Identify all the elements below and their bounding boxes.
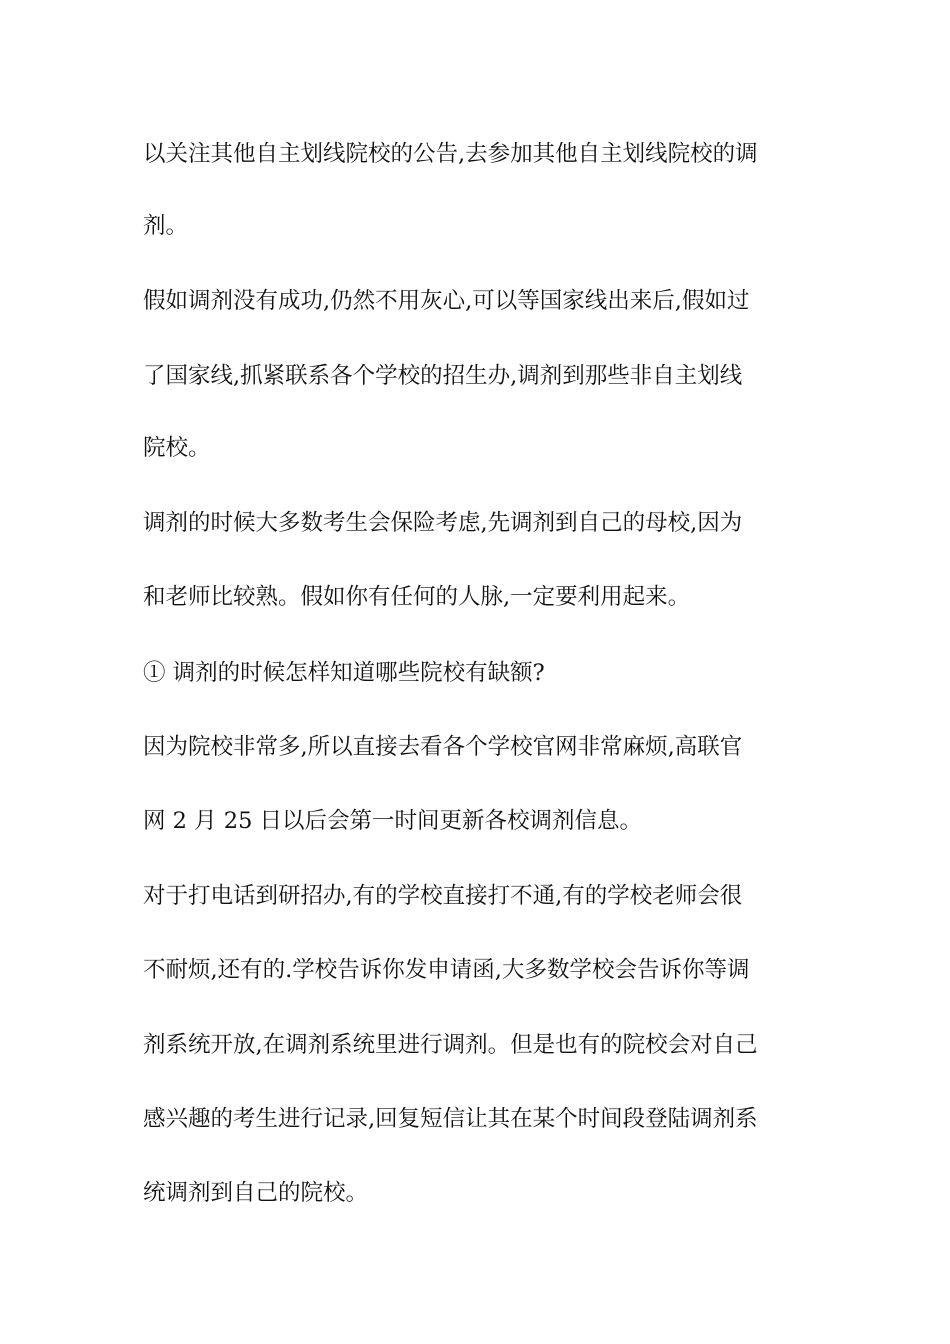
text-line: 调剂的时候大多数考生会保险考虑,先调剂到自己的母校,因为	[143, 510, 743, 536]
text-line: 院校。	[143, 435, 211, 461]
text-line: 剂系统开放,在调剂系统里进行调剂。但是也有的院校会对自己	[143, 1032, 758, 1058]
text-line: 感兴趣的考生进行记录,回复短信让其在某个时间段登陆调剂系	[143, 1106, 758, 1132]
text-line: 假如调剂没有成功,仍然不用灰心,可以等国家线出来后,假如过	[143, 288, 750, 314]
text-line: 剂。	[143, 213, 189, 239]
text-line: 不耐烦,还有的.学校告诉你发申请函,大多数学校会告诉你等调	[143, 957, 750, 983]
text-line: 网 2 月 25 日以后会第一时间更新各校调剂信息。	[143, 808, 643, 834]
text-line: 统调剂到自己的院校。	[143, 1180, 369, 1206]
text-line: 对于打电话到研招办,有的学校直接打不通,有的学校老师会很	[143, 883, 743, 909]
text-line: 以关注其他自主划线院校的公告,去参加其他自主划线院校的调	[143, 141, 758, 167]
text-line: 了国家线,抓紧联系各个学校的招生办,调剂到那些非自主划线	[143, 363, 743, 389]
question-heading: ① 调剂的时候怎样知道哪些院校有缺额?	[143, 660, 545, 686]
text-line: 和老师比较熟。假如你有任何的人脉,一定要利用起来。	[143, 584, 691, 610]
text-line: 因为院校非常多,所以直接去看各个学校官网非常麻烦,高联官	[143, 734, 743, 760]
